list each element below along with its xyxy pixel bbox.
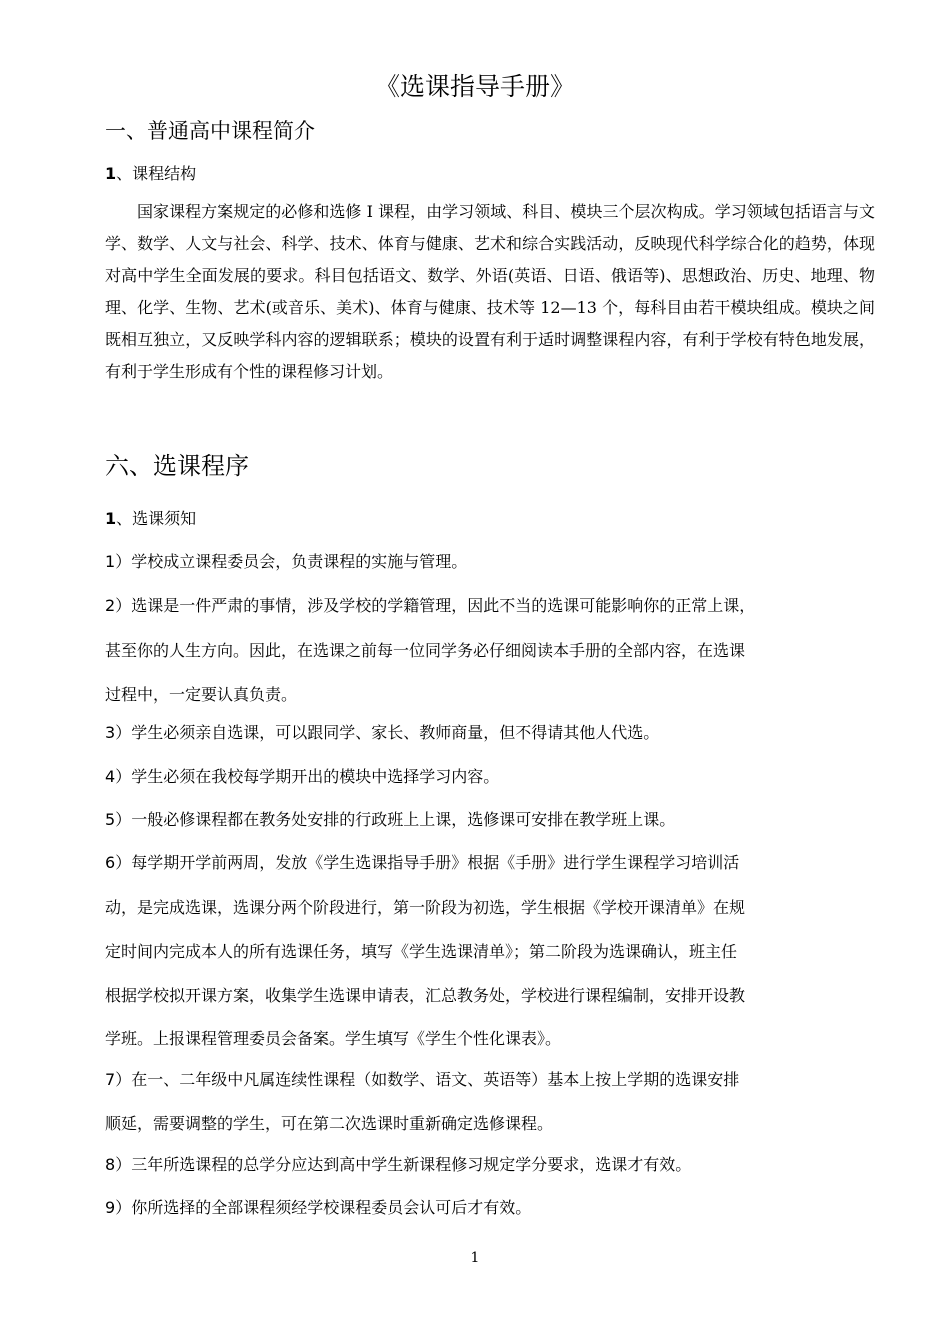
item-number: 6 <box>105 853 116 872</box>
item-number: 5 <box>105 810 116 829</box>
notice-item-9 <box>105 1193 531 1223</box>
notice-item-2-line-2: 甚至你的人生方向。因此，在选课之前每一位同学务必仔细阅读本手册的全部内容，在选课 <box>105 641 746 660</box>
notice-item-3 <box>105 718 659 748</box>
item-text: ）学生必须亲自选课，可以跟同学、家长、教师商量，但不得请其他人代选。 <box>115 723 660 742</box>
document-title: 《选课指导手册》 <box>374 72 575 101</box>
notice-item-6-line-4: 根据学校拟开课方案，收集学生选课申请表，汇总教务处，学校进行课程编制，安排开设教 <box>105 986 746 1005</box>
subheading-label: 、课程结构 <box>116 164 197 183</box>
section-6-subheading <box>105 507 196 531</box>
item-number: 8 <box>105 1155 116 1174</box>
notice-item-8 <box>105 1150 691 1180</box>
section-1-subheading <box>105 162 196 186</box>
subheading-number: 1 <box>105 509 117 528</box>
notice-item-2 <box>105 591 755 621</box>
notice-item-6-line-5: 学班。上报课程管理委员会备案。学生填写《学生个性化课表》。 <box>105 1029 562 1048</box>
notice-item-1 <box>105 547 467 577</box>
notice-item-7 <box>105 1065 739 1095</box>
item-number: 9 <box>105 1198 116 1217</box>
item-number: 3 <box>105 723 116 742</box>
course-structure-paragraph: 国家课程方案规定的必修和选修 I 课程，由学习领域、科目、模块三个层次构成。学习领域包括语言与文学、数学、人文与社会、科学、技术、体育与健康、艺术和综合实践活动，反映现代科学综合化的趋势，体现对高中学生全面发展的要求。科目包括语文、数学、外语(英语、日语、俄语等)、思想政治、历史、地理、物理、化学、生物、艺术(或音乐、美术)、体育与健康、技术等 12—13 个，每科目由若干模块组成。模块之间既相互独立，又反映学科内容的逻辑联系；模块的设置有利于适时调整课程内容，有利于学校有特色地发展，有利于学生形成有个性的课程修习计划。 <box>105 202 875 381</box>
item-text: ）学生必须在我校每学期开出的模块中选择学习内容。 <box>115 767 500 786</box>
item-text: ）你所选择的全部课程须经学校课程委员会认可后才有效。 <box>115 1198 532 1217</box>
item-number: 2 <box>105 596 116 615</box>
subheading-label: 、选课须知 <box>116 509 197 528</box>
notice-item-6-line-2: 动，是完成选课，选课分两个阶段进行，第一阶段为初选，学生根据《学校开课清单》在规 <box>105 898 746 917</box>
section-6-heading: 六、选课程序 <box>105 452 249 480</box>
item-text: ）每学期开学前两周，发放《学生选课指导手册》根据《手册》进行学生课程学习培训活 <box>115 853 740 872</box>
item-text: ）在一、二年级中凡属连续性课程（如数学、语文、英语等）基本上按上学期的选课安排 <box>115 1070 740 1089</box>
item-text: ）学校成立课程委员会，负责课程的实施与管理。 <box>115 552 468 571</box>
item-text: ）三年所选课程的总学分应达到高中学生新课程修习规定学分要求，选课才有效。 <box>115 1155 692 1174</box>
item-number: 4 <box>105 767 116 786</box>
item-number: 7 <box>105 1070 116 1089</box>
page-number: 1 <box>470 1250 480 1266</box>
subheading-number: 1 <box>105 164 117 183</box>
notice-item-2-line-3: 过程中，一定要认真负责。 <box>105 685 298 704</box>
notice-item-6-line-3: 定时间内完成本人的所有选课任务，填写《学生选课清单》；第二阶段为选课确认，班主任 <box>105 942 738 961</box>
section-1-heading: 一、普通高中课程简介 <box>105 119 315 143</box>
notice-item-5 <box>105 805 675 835</box>
item-text: ）一般必修课程都在教务处安排的行政班上上课，选修课可安排在教学班上课。 <box>115 810 676 829</box>
notice-item-7-line-2: 顺延，需要调整的学生，可在第二次选课时重新确定选修课程。 <box>105 1114 554 1133</box>
item-text: ）选课是一件严肃的事情，涉及学校的学籍管理，因此不当的选课可能影响你的正常上课， <box>115 596 756 615</box>
item-number: 1 <box>105 552 116 571</box>
notice-item-6 <box>105 848 739 878</box>
notice-item-4 <box>105 762 499 792</box>
